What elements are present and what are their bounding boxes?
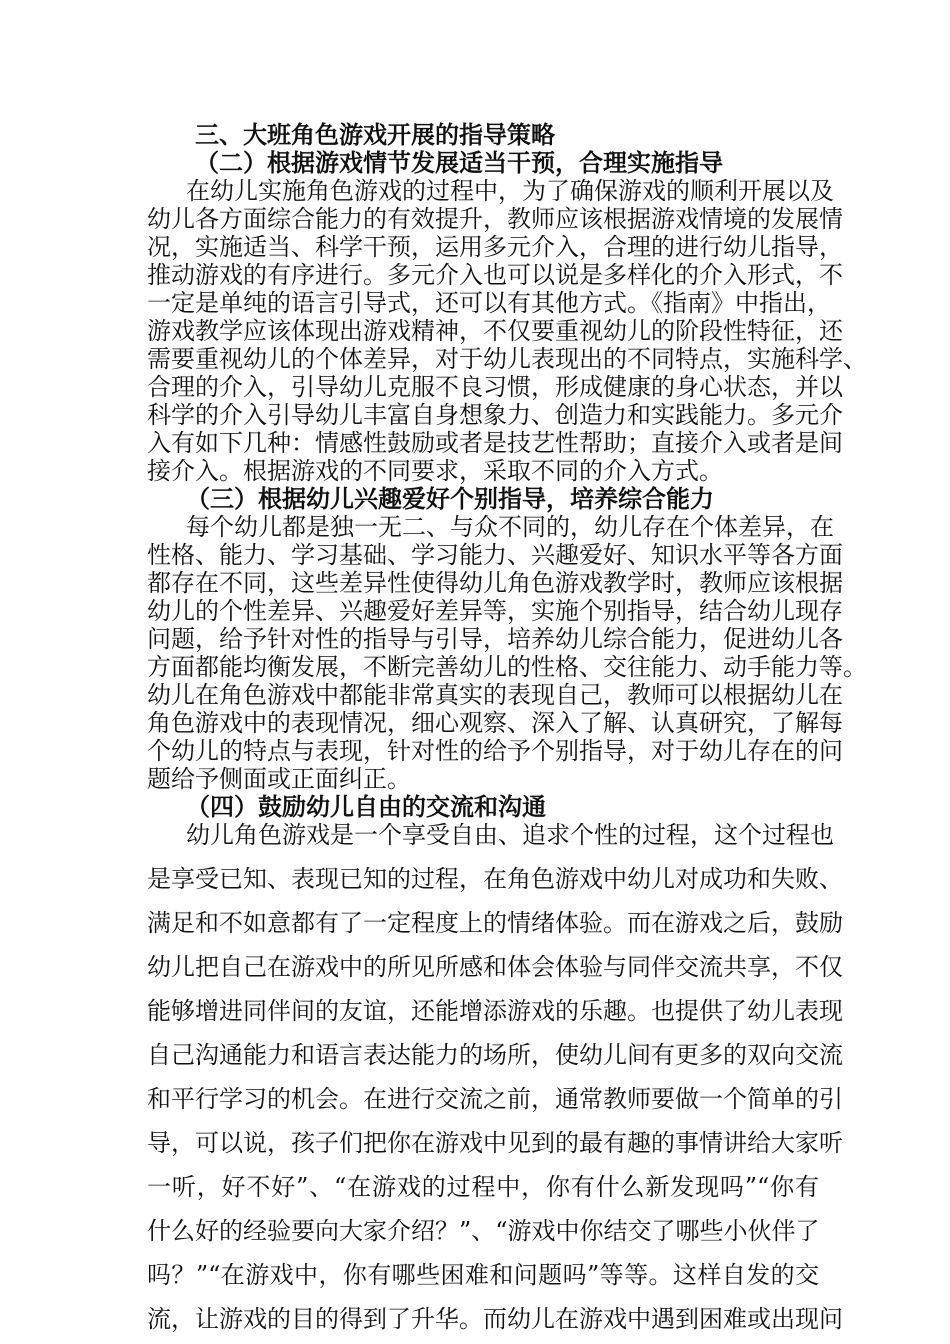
paragraph-line: 题给予侧面或正面纠正。 xyxy=(147,765,411,793)
subsection-4-title: （四）鼓励幼儿自由的交流和沟通 xyxy=(186,793,546,821)
paragraph-line: 流，让游戏的目的得到了升华。而幼儿在游戏中遇到困难或出现问 xyxy=(147,1305,843,1333)
paragraph-line: 都存在不同，这些差异性使得幼儿角色游戏教学时，教师应该根据 xyxy=(147,569,843,597)
subsection-3-title: （三）根据幼儿兴趣爱好个别指导，培养综合能力 xyxy=(186,485,714,513)
paragraph-line: 在幼儿实施角色游戏的过程中，为了确保游戏的顺利开展以及 xyxy=(186,177,834,205)
paragraph-line: 满足和不如意都有了一定程度上的情绪体验。而在游戏之后，鼓励 xyxy=(147,909,843,937)
paragraph-line: 和平行学习的机会。在进行交流之前，通常教师要做一个简单的引 xyxy=(147,1085,843,1113)
paragraph-line: 幼儿角色游戏是一个享受自由、追求个性的过程，这个过程也 xyxy=(186,821,834,849)
paragraph-line: 是享受已知、表现已知的过程，在角色游戏中幼儿对成功和失败、 xyxy=(147,865,843,893)
paragraph-line: 每个幼儿都是独一无二、与众不同的，幼儿存在个体差异，在 xyxy=(186,513,834,541)
paragraph-line: 游戏教学应该体现出游戏精神，不仅要重视幼儿的阶段性特征，还 xyxy=(147,317,843,345)
subsection-2-title: （二）根据游戏情节发展适当干预，合理实施指导 xyxy=(195,149,723,177)
paragraph-line: 需要重视幼儿的个体差异，对于幼儿表现出的不同特点，实施科学、 xyxy=(147,345,867,373)
paragraph-line: 幼儿在角色游戏中都能非常真实的表现自己，教师可以根据幼儿在 xyxy=(147,681,843,709)
paragraph-line: 幼儿各方面综合能力的有效提升，教师应该根据游戏情境的发展情 xyxy=(147,205,843,233)
paragraph-line: 导，可以说，孩子们把你在游戏中见到的最有趣的事情讲给大家听 xyxy=(147,1129,843,1157)
paragraph-line: 况，实施适当、科学干预，运用多元介入，合理的进行幼儿指导， xyxy=(147,233,843,261)
paragraph-line: 推动游戏的有序进行。多元介入也可以说是多样化的介入形式，不 xyxy=(147,261,843,289)
paragraph-line: 方面都能均衡发展，不断完善幼儿的性格、交往能力、动手能力等。 xyxy=(147,653,867,681)
paragraph-line: 幼儿把自己在游戏中的所见所感和体会体验与同伴交流共享，不仅 xyxy=(147,953,843,981)
paragraph-line: 合理的介入，引导幼儿克服不良习惯，形成健康的身心状态，并以 xyxy=(147,373,843,401)
paragraph-line: 自己沟通能力和语言表达能力的场所，使幼儿间有更多的双向交流 xyxy=(147,1041,843,1069)
paragraph-line: 接介入。根据游戏的不同要求，采取不同的介入方式。 xyxy=(147,457,723,485)
paragraph-line: 能够增进同伴间的友谊，还能增添游戏的乐趣。也提供了幼儿表现 xyxy=(147,997,843,1025)
paragraph-line: 一定是单纯的语言引导式，还可以有其他方式。《指南》中指出， xyxy=(147,289,831,317)
paragraph-line: 性格、能力、学习基础、学习能力、兴趣爱好、知识水平等各方面 xyxy=(147,541,843,569)
paragraph-line: 什么好的经验要向大家介绍？”、“游戏中你结交了哪些小伙伴了 xyxy=(147,1217,820,1245)
paragraph-line: 幼儿的个性差异、兴趣爱好差异等，实施个别指导，结合幼儿现存 xyxy=(147,597,843,625)
section-title: 三、大班角色游戏开展的指导策略 xyxy=(195,121,555,149)
paragraph-line: 问题，给予针对性的指导与引导，培养幼儿综合能力，促进幼儿各 xyxy=(147,625,843,653)
paragraph-line: 个幼儿的特点与表现，针对性的给予个别指导，对于幼儿存在的问 xyxy=(147,737,843,765)
paragraph-line: 吗？”“在游戏中，你有哪些困难和问题吗”等等。这样自发的交 xyxy=(147,1261,819,1289)
paragraph-line: 入有如下几种：情感性鼓励或者是技艺性帮助；直接介入或者是间 xyxy=(147,429,843,457)
paragraph-line: 科学的介入引导幼儿丰富自身想象力、创造力和实践能力。多元介 xyxy=(147,401,843,429)
paragraph-line: 一听，好不好”、“在游戏的过程中，你有什么新发现吗”“你有 xyxy=(147,1173,819,1201)
paragraph-line: 角色游戏中的表现情况，细心观察、深入了解、认真研究，了解每 xyxy=(147,709,843,737)
